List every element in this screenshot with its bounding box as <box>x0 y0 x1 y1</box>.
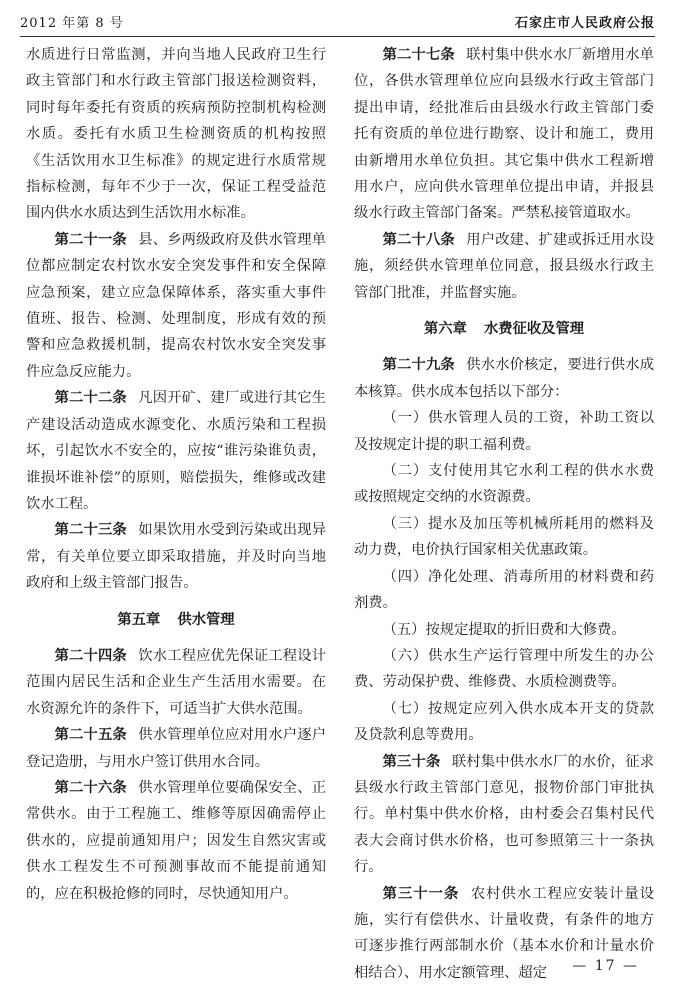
article-label: 第二十五条 <box>54 727 127 744</box>
list-item-6: （六）供水生产运行管理中所发生的办公费、劳动保护费、维修费、水质检测费等。 <box>354 647 654 691</box>
article-label: 第二十一条 <box>54 231 127 248</box>
article-text: 供水水价核定，要进行供水成本核算。供水成本包括以下部分： <box>354 357 655 400</box>
article-label: 第三十条 <box>382 753 441 770</box>
article-29 <box>354 352 654 405</box>
chapter-6-heading <box>354 316 654 342</box>
left-column <box>26 42 326 907</box>
article-label: 第三十一条 <box>382 885 460 902</box>
article-label: 第二十四条 <box>54 647 127 664</box>
article-23 <box>26 517 326 596</box>
list-item-3: （三）提水及加压等机械所耗用的燃料及动力费，电价执行国家相关优惠政策。 <box>354 515 654 559</box>
article-text: 供水管理单位要确保安全、正常供水。由于工程施工、维修等原因确需停止供水的，应提前通知用户；因发生自然灾害或供水工程发生不可预测事故而不能提前通知的，应在积极抢修的同时，尽快通知用户。 <box>26 779 327 902</box>
article-27 <box>354 42 654 227</box>
article-text: 用户改建、扩建或拆迁用水设施，须经供水管理单位同意，报县级水行政主管部门批准，并监督实施。 <box>354 231 655 301</box>
article-22 <box>26 385 326 517</box>
chapter-title: 水费征收及管理 <box>483 321 585 338</box>
chapter-number: 第五章 <box>117 611 161 628</box>
article-text: 联村集中供水水厂的水价，征求县级水行政主管部门意见，报物价部门审批执行。单村集中供水价格，由村委会召集村民代表大会商讨供水价格，也可参照第三十一条执行。 <box>354 753 655 876</box>
publication-title: 石家庄市人民政府公报 <box>514 16 655 31</box>
list-item-1: （一）供水管理人员的工资，补助工资以及按规定计提的职工福利费。 <box>354 410 654 453</box>
article-text: 联村集中供水水厂新增用水单位，各供水管理单位应向县级水行政主管部门提出申请，经批准后由县级水行政主管部门委托有资质的单位进行勘察、设计和施工，费用由新增用水单位负担。其它集中供水工程新增用水户，应向供水管理单位提出申请，并报县级水行政主管部门备案。严禁私接管道取水。 <box>354 47 655 222</box>
issue-label: 2012 年第 8 号 <box>20 16 124 31</box>
article-label: 第二十七条 <box>382 47 455 63</box>
list-item-7: （七）按规定应列入供水成本开支的贷款及贷款利息等费用。 <box>354 700 654 744</box>
article-text: 县、乡两级政府及供水管理单位都应制定农村饮水安全突发事件和安全保障应急预案，建立应急保障体系，落实重大事件值班、报告、检测、处理制度，形成有效的预警和应急救援机制，提高农村饮水安全突发事件应急反应能力。 <box>26 231 327 380</box>
article-label: 第二十六条 <box>54 779 127 796</box>
article-label: 第二十九条 <box>382 357 455 374</box>
article-text: 农村供水工程应安装计量设施，实行有偿供水、计量收费，有条件的地方可逐步推行两部制水价（基本水价和计量水价相结合）、用水定额管理、超定 <box>354 885 655 981</box>
page-number: — 17 — <box>572 958 639 974</box>
article-text: 如果饮用水受到污染或出现异常，有关单位要立即采取措施，并及时向当地政府和上级主管部门报告。 <box>26 522 327 592</box>
article-21 <box>26 227 326 385</box>
article-30 <box>354 749 654 881</box>
chapter-5-heading <box>26 607 326 633</box>
article-label: 第二十八条 <box>382 231 455 248</box>
chapter-title: 供水管理 <box>177 611 235 628</box>
article-26 <box>26 775 326 907</box>
article-text: 凡因开矿、建厂或进行其它生产建设活动造成水源变化、水质污染和工程损坏，引起饮水不安全的，应按“谁污染谁负责，谁损坏谁补偿”的原则，赔偿损失，维修或改建饮水工程。 <box>26 390 327 512</box>
article-25 <box>26 722 326 775</box>
article-24 <box>26 643 326 722</box>
right-column <box>354 42 654 986</box>
list-item-4: （四）净化处理、消毒所用的材料费和药剂费。 <box>354 568 654 612</box>
chapter-number: 第六章 <box>423 321 467 338</box>
list-item-2: （二）支付使用其它水利工程的供水水费或按照规定交纳的水资源费。 <box>354 463 654 506</box>
article-text: 饮水工程应优先保证工程设计范围内居民生活和企业生产生活用水需要。在水资源允许的条件下，可适当扩大供水范围。 <box>26 647 327 717</box>
paragraph-continued: 水质进行日常监测，并向当地人民政府卫生行政主管部门和水行政主管部门报送检测资料，同时每年委托有资质的疾病预防控制机构检测水质。委托有水质卫生检测资质的机构按照《生活饮用水卫生标准》的规定进行水质常规指标检测，每年不少于一次，保证工程受益范围内供水水质达到生活饮用水标准。 <box>26 47 326 222</box>
article-text: 供水管理单位应对用水户逐户登记造册，与用水户签订供用水合同。 <box>26 727 327 770</box>
page-header <box>20 6 655 37</box>
article-28 <box>354 227 654 306</box>
article-label: 第二十三条 <box>54 522 127 539</box>
list-item-5: （五）按规定提取的折旧费和大修费。 <box>382 621 626 638</box>
article-label: 第二十二条 <box>54 390 127 407</box>
